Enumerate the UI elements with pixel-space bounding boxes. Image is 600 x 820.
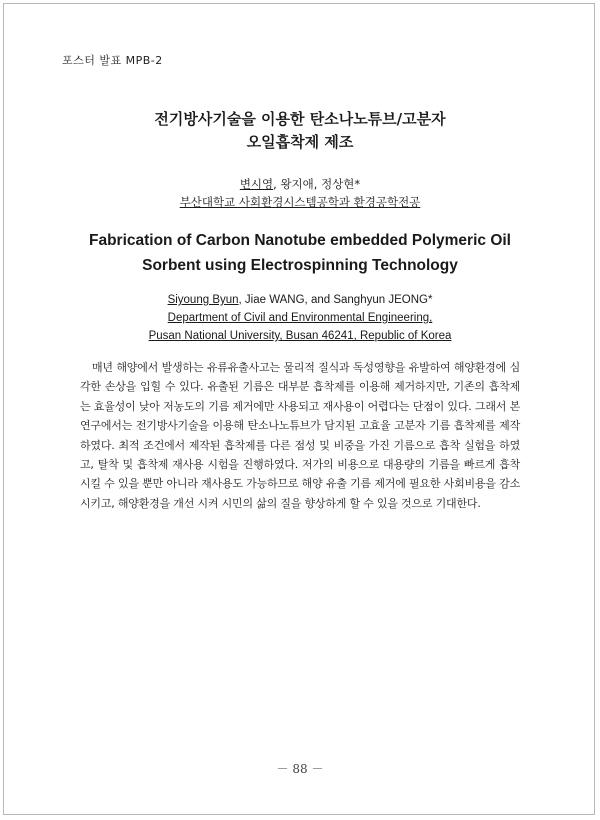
author-ko-3: 정상현*	[321, 177, 361, 191]
english-author-list	[0, 291, 600, 309]
english-title-line1: Fabrication of Carbon Nanotube embedded Polymeric Oil	[88, 232, 511, 249]
presenting-author-ko: 변시영	[239, 177, 274, 191]
korean-authors	[0, 175, 600, 211]
english-department: Department of Civil and Environmental Engineering,	[167, 312, 433, 324]
english-authors	[0, 291, 600, 345]
korean-affiliation: 부산대학교 사회환경시스템공학과 환경공학전공	[179, 195, 421, 209]
author-separator: ,	[273, 177, 281, 191]
korean-author-list	[0, 175, 600, 193]
english-university: Pusan National University, Busan 46241, Republic of Korea	[148, 330, 452, 342]
english-title-line2: Sorbent using Electrospinning Technology	[142, 257, 458, 274]
english-title	[0, 228, 600, 278]
session-tag: 포스터 발표 MPB-2	[62, 54, 163, 67]
author-ko-2: 왕지애	[280, 177, 314, 191]
author-separator: ,	[313, 177, 322, 191]
english-coauthors: , Jiae WANG, and Sanghyun JEONG*	[238, 294, 433, 306]
korean-title	[0, 108, 600, 154]
abstract-body: 매년 해양에서 발생하는 유류유출사고는 물리적 질식과 독성영향을 유발하여 해양환경에 심각한 손상을 입힐 수 있다. 유출된 기름은 대부분 흡착제를 이용해 제거하지만, 기존의 흡착제는 효율성이 낮아 저농도의 기름 제거에만 사용되고 재사용이 어렵다는 단점이 있다. 그래서 본 연구에서는 전기방사기술을 이용해 탄소나노튜브가 담지된 고효율 고분자 기름 흡착제를 제작하였다. 최적 조건에서 제작된 흡착제를 다른 점성 및 비중을 가진 기름으로 흡착 실험을 하였고, 탈착 및 흡착제 재사용 시험을 진행하였다. 저가의 비용으로 대용량의 기름을 빠르게 흡착시킬 수 있을 뿐만 아니라 재사용도 가능하므로 해양 유출 기름 제거에 필요한 사회비용을 감소시키고, 해양환경을 개선 시켜 시민의 삶의 질을 향상하게 할 수 있을 것으로 기대한다.	[80, 361, 520, 510]
korean-title-line2: 오일흡착제 제조	[246, 133, 354, 151]
page-number: － 88 －	[276, 762, 324, 776]
presenting-author-en: Siyoung Byun	[167, 294, 239, 306]
korean-title-line1: 전기방사기술을 이용한 탄소나노튜브/고분자	[154, 110, 446, 128]
